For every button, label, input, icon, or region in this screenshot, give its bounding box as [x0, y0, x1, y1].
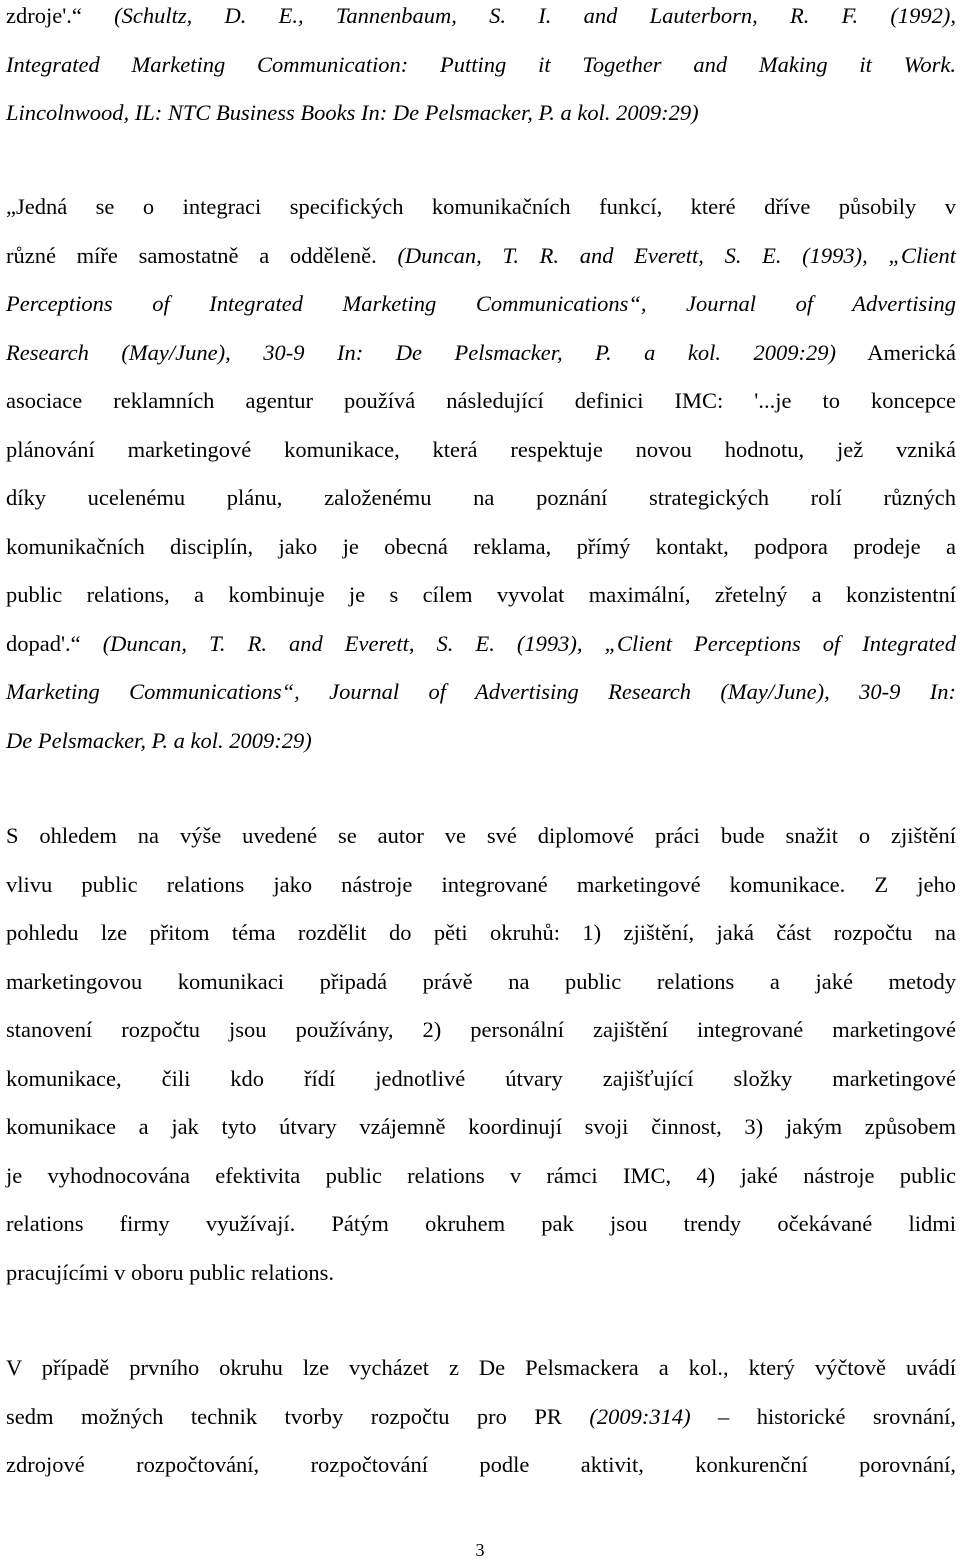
text-line — [6, 861, 956, 910]
text-run: S ohledem na výše uvedené se autor ve své diplomové práci bude snažit o zjištění — [6, 823, 956, 848]
citation-text: (Schultz, D. E., Tannenbaum, S. I. and Lauterborn, R. F. (1992), — [114, 3, 956, 28]
text-line — [6, 1393, 956, 1442]
text-line — [6, 41, 956, 90]
text-line — [6, 1441, 956, 1490]
text-run: komunikace, čili kdo řídí jednotlivé útvary zajišťující složky marketingové — [6, 1065, 956, 1091]
budget-paragraph — [6, 1344, 956, 1490]
text-line — [6, 280, 956, 329]
text-line — [6, 474, 956, 523]
text-run: zdroje'.“ — [6, 3, 115, 28]
text-line — [6, 1344, 956, 1393]
text-line — [6, 377, 956, 426]
text-line — [6, 1006, 956, 1055]
text-line — [6, 1200, 956, 1249]
text-line — [6, 232, 956, 281]
text-run: různé míře samostatně a odděleně. — [6, 242, 398, 268]
text-line — [6, 571, 956, 620]
text-line — [6, 89, 956, 138]
text-line — [6, 958, 956, 1007]
citation-text: (2009:314) — [589, 1403, 691, 1429]
text-run: relations firmy využívají. Pátým okruhem pak jsou trendy očekávané lidmi — [6, 1211, 956, 1236]
thesis-scope-paragraph — [6, 812, 956, 1297]
text-run: asociace reklamních agentur používá následující definici IMC: ' — [6, 388, 759, 413]
citation-text: (Duncan, T. R. and Everett, S. E. (1993), „Client — [397, 242, 956, 268]
citation-text: Marketing Communications“, Journal of Advertising Research (May/June), 30-9 In: — [6, 679, 956, 704]
citation-text: Research (May/June), 30-9 In: De Pelsmacker, P. a kol. 2009:29) — [6, 339, 837, 365]
citation-text: Perceptions of Integrated Marketing Communications“, Journal of Advertising — [6, 291, 956, 316]
text-run: sedm možných technik tvorby rozpočtu pro PR — [6, 1403, 590, 1429]
text-run: komunikace a jak tyto útvary vzájemně koordinují svoji činnost, 3) jakým způsobem — [6, 1114, 956, 1139]
text-run: pohledu lze přitom téma rozdělit do pěti okruhů: 1) zjištění, jaká část rozpočtu na — [6, 920, 956, 945]
text-line — [6, 1152, 956, 1201]
text-run: dopad'.“ — [6, 630, 103, 656]
text-run: public relations, a kombinuje je s cílem vyvolat maximální, zřetelný a konzistentní — [6, 582, 956, 607]
text-run: pracujícími v oboru public relations. — [6, 1259, 335, 1285]
text-run: Americká — [836, 339, 956, 365]
citation-text: Integrated Marketing Communication: Putting it Together and Making it Work. — [6, 51, 956, 77]
text-line — [6, 620, 956, 669]
citation-text: De Pelsmacker, P. a kol. 2009:29) — [6, 727, 312, 753]
text-line — [6, 183, 956, 232]
text-run: díky ucelenému plánu, založenému na poznání strategických rolí různých — [6, 485, 956, 510]
text-line — [6, 668, 956, 717]
text-run: komunikačních disciplín, jako je obecná reklama, přímý kontakt, podpora prodeje a — [6, 533, 956, 559]
text-line — [6, 523, 956, 572]
page-number: 3 — [475, 1540, 485, 1560]
text-line — [6, 717, 956, 766]
text-run: plánování marketingové komunikace, která respektuje novou hodnotu, jež vzniká — [6, 436, 956, 462]
text-line — [6, 0, 956, 41]
text-line — [6, 1249, 956, 1298]
text-run: V případě prvního okruhu lze vycházet z De Pelsmackera a kol., který výčtově uvádí — [6, 1355, 956, 1380]
text-line — [6, 329, 956, 378]
text-line — [6, 1055, 956, 1104]
text-run: je vyhodnocována efektivita public relations v rámci IMC, 4) jaké nástroje public — [6, 1162, 956, 1188]
text-line — [6, 812, 956, 861]
text-run: – historické srovnání, — [690, 1403, 956, 1429]
citation-text: (Duncan, T. R. and Everett, S. E. (1993), „Client Perceptions of Integrated — [102, 630, 956, 656]
text-run: ...je to koncepce — [758, 388, 956, 413]
text-line — [6, 909, 956, 958]
citation-text: Lincolnwood, IL: NTC Business Books In: De Pelsmacker, P. a kol. 2009:29) — [6, 100, 699, 125]
text-run: stanovení rozpočtu jsou používány, 2) personální zajištění integrované marketingové — [6, 1017, 956, 1042]
text-run: zdrojové rozpočtování, rozpočtování podle aktivit, konkurenční porovnání, — [6, 1452, 956, 1477]
text-run: vlivu public relations jako nástroje integrované marketingové komunikace. Z jeho — [6, 871, 956, 897]
definition-paragraph — [6, 183, 956, 765]
text-run: „Jedná se o integraci specifických komunikačních funkcí, které dříve působily v — [6, 194, 956, 219]
text-run: marketingovou komunikaci připadá právě na public relations a jaké metody — [6, 968, 956, 994]
text-line — [6, 1103, 956, 1152]
text-line — [6, 426, 956, 475]
citation-paragraph — [6, 0, 956, 138]
